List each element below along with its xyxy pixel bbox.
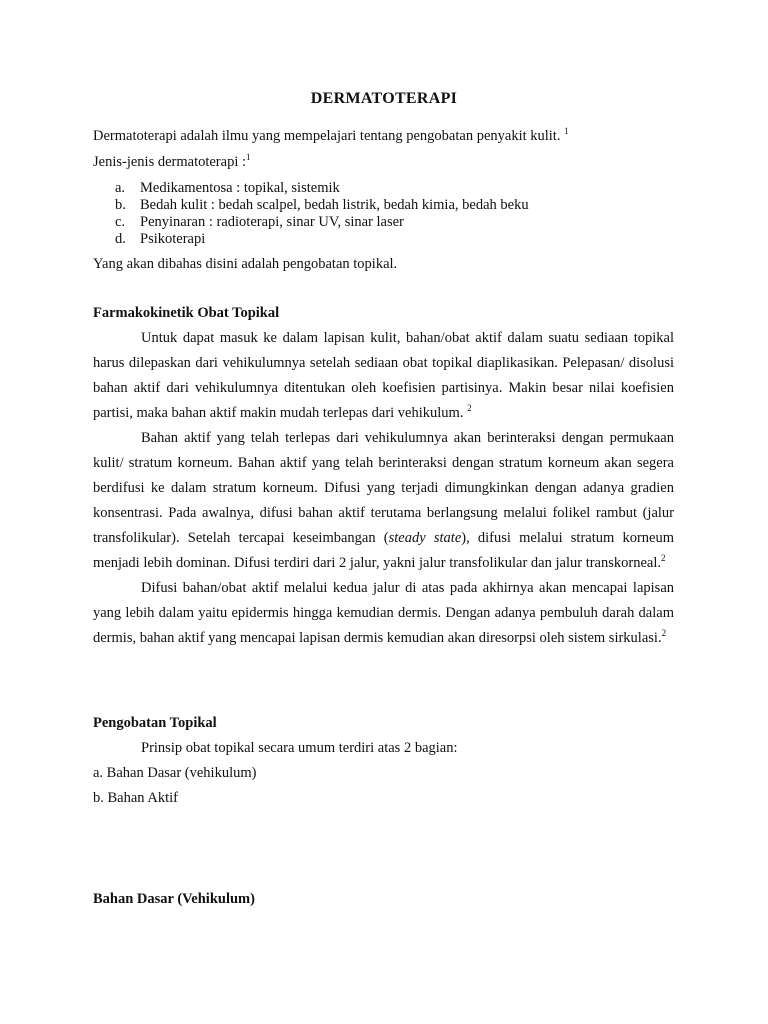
list-item-text: b. Bahan Aktif: [93, 790, 178, 806]
section-body-farmakokinetik: [93, 326, 674, 651]
paragraph-text: Prinsip obat topikal secara umum terdiri atas 2 bagian:: [141, 740, 458, 756]
list-marker: b.: [115, 197, 126, 213]
paragraph: [93, 326, 674, 426]
list-marker: c.: [115, 214, 126, 230]
paragraph-text: Bahan aktif yang telah terlepas dari vehikulumnya akan berinteraksi dengan permukaan kulit/ stratum korneum. Bahan aktif yang telah berinteraksi dengan stratum korneum akan segera berdifusi ke dalam stratum korneum. Difusi yang terjadi dimungkinkan dengan adanya gradien konsentrasi. Pada awalnya, difusi bahan aktif terutama berlangsung melalui folikel rambut (jalur transfolikular). Setelah tercapai keseimbangan (: [93, 430, 674, 546]
intro-definition-text: Dermatoterapi adalah ilmu yang mempelajari tentang pengobatan penyakit kulit.: [93, 128, 561, 144]
intro-scope: Yang akan dibahas disini adalah pengobatan topikal.: [93, 256, 398, 272]
list-marker: d.: [115, 231, 126, 247]
list-item: [115, 180, 529, 197]
section-body-pengobatan-topikal: [93, 736, 674, 811]
paragraph-text: Difusi bahan/obat aktif melalui kedua jalur di atas pada akhirnya akan mencapai lapisan yang lebih dalam yaitu epidermis hingga kemudian dermis. Dengan adanya pembuluh darah dalam dermis, bahan aktif yang mencapai lapisan dermis kemudian akan diresorpsi oleh sistem sirkulasi.: [93, 580, 674, 646]
footnote-ref: 2: [661, 628, 667, 639]
list-item: [115, 231, 529, 248]
list-item: [115, 214, 529, 231]
list-item-text: Medikamentosa : topikal, sistemik: [140, 180, 340, 196]
footnote-ref: 2: [467, 403, 472, 414]
intro-definition: [93, 128, 674, 145]
section-heading-pengobatan-topikal: Pengobatan Topikal: [93, 715, 217, 731]
list-item: [115, 197, 529, 214]
paragraph-text: Untuk dapat masuk ke dalam lapisan kulit, bahan/obat aktif dalam suatu sediaan topikal harus dilepaskan dari vehikulumnya setelah sediaan obat topikal diaplikasikan. Pelepasan/ disolusi bahan aktif dari vehikulumnya ditentukan oleh koefisien partisinya. Makin besar nilai koefisien partisi, maka bahan aktif makin mudah terlepas dari vehikulum.: [93, 330, 674, 421]
list-marker: a.: [115, 180, 126, 196]
footnote-ref: 1: [564, 126, 569, 137]
list-item-text: a. Bahan Dasar (vehikulum): [93, 765, 257, 781]
footnote-ref: 2: [660, 553, 666, 564]
list-item-text: Bedah kulit : bedah scalpel, bedah listrik, bedah kimia, bedah beku: [140, 197, 529, 213]
intro-types-text: Jenis-jenis dermatoterapi :: [93, 154, 247, 170]
paragraph: [93, 576, 674, 651]
italic-term: steady state: [388, 530, 462, 546]
document-title: DERMATOTERAPI: [310, 90, 458, 107]
list-item-text: Penyinaran : radioterapi, sinar UV, sinar laser: [140, 214, 404, 230]
intro-types-lead: [93, 154, 674, 171]
paragraph-text: ), difusi melalui stratum korneum menjadi lebih dominan. Difusi terdiri dari 2 jalur, yakni jalur transfolikular dan jalur transkorneal.: [93, 530, 674, 571]
section-heading-farmakokinetik: Farmakokinetik Obat Topikal: [93, 305, 280, 321]
therapy-types-list: [115, 180, 529, 248]
paragraph: [93, 426, 674, 576]
section-heading-bahan-dasar: Bahan Dasar (Vehikulum): [93, 891, 255, 907]
footnote-ref: 1: [246, 152, 251, 163]
list-item-text: Psikoterapi: [140, 231, 206, 247]
